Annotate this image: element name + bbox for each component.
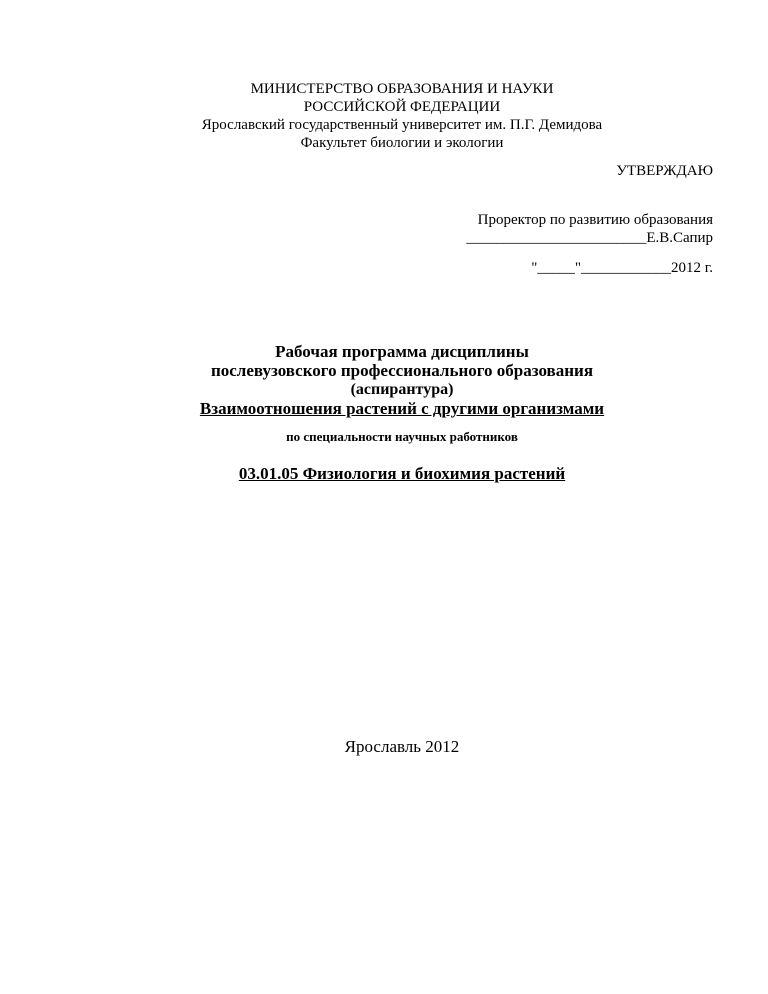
ministry-line-2: РОССИЙСКОЙ ФЕДЕРАЦИИ bbox=[303, 99, 501, 115]
institution-header bbox=[100, 80, 704, 152]
discipline-name: Взаимоотношения растений с другими организмами bbox=[199, 399, 605, 418]
ministry-line-1: МИНИСТЕРСТВО ОБРАЗОВАНИЯ И НАУКИ bbox=[250, 81, 554, 97]
approval-signature-block bbox=[466, 211, 713, 247]
approver-position: Проректор по развитию образования bbox=[477, 212, 713, 228]
specialty-label: по специальности научных работников bbox=[286, 429, 518, 444]
approver-signature-line: ________________________Е.В.Сапир bbox=[466, 230, 713, 246]
university-name: Ярославский государственный университет им. П.Г. Демидова bbox=[201, 117, 603, 133]
title-line-2: послевузовского профессионального образования bbox=[210, 361, 594, 380]
faculty-name: Факультет биологии и экологии bbox=[300, 135, 504, 151]
specialty-code-name: 03.01.05 Физиология и биохимия растений bbox=[238, 464, 566, 483]
title-line-3: (аспирантура) bbox=[350, 381, 454, 398]
approval-date-line: "_____"____________2012 г. bbox=[531, 260, 713, 276]
title-line-1: Рабочая программа дисциплины bbox=[275, 342, 529, 361]
program-title bbox=[100, 342, 704, 418]
city-year: Ярославль 2012 bbox=[344, 737, 460, 756]
approve-label: УТВЕРЖДАЮ bbox=[616, 163, 713, 179]
